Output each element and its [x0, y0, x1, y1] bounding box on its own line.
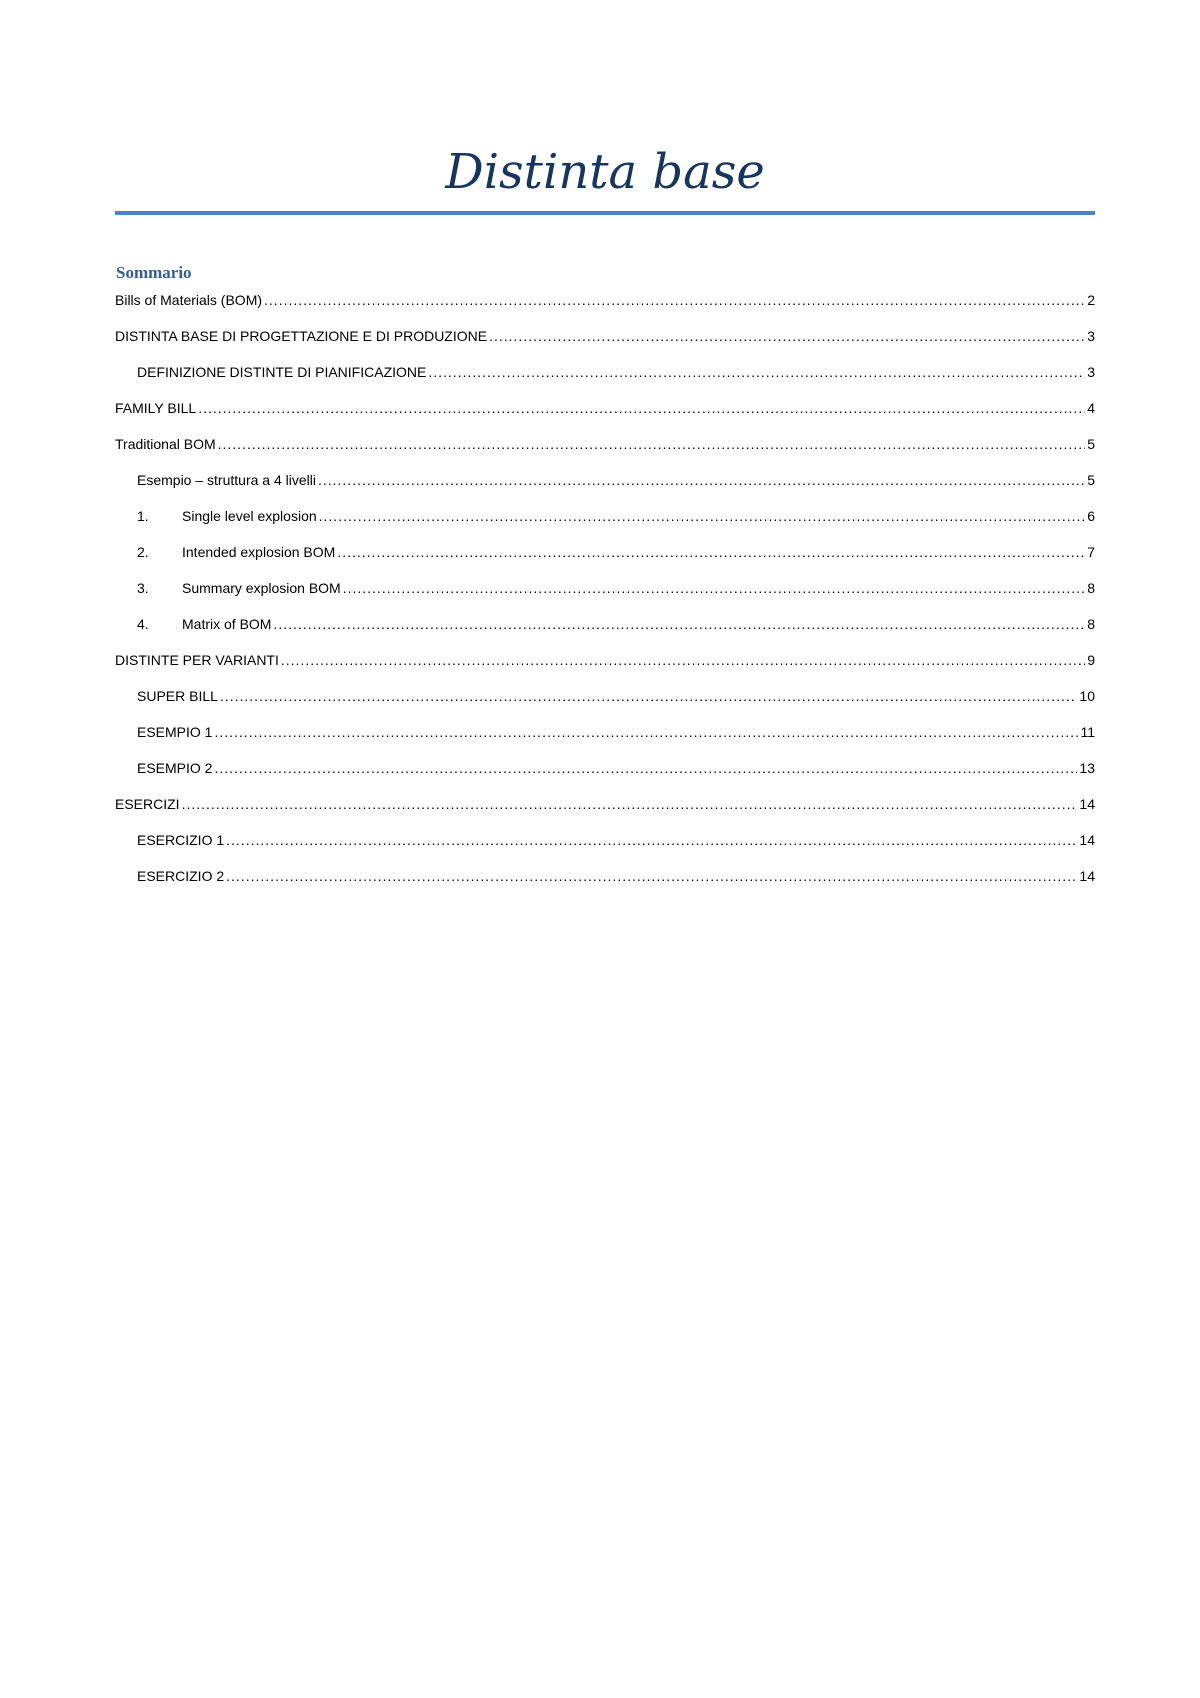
- toc-entry-label: DEFINIZIONE DISTINTE DI PIANIFICAZIONE: [137, 364, 427, 380]
- toc-dot-leader: [264, 289, 1085, 311]
- toc-entry-page-number: 14: [1079, 868, 1095, 884]
- toc-entry-page-number: 5: [1087, 436, 1095, 452]
- toc-entry-label: Traditional BOM: [115, 436, 216, 452]
- title-underline: [115, 211, 1095, 215]
- toc-entry-page-number: 3: [1087, 328, 1095, 344]
- toc-entry-page-number: 2: [1087, 292, 1095, 308]
- toc-dot-leader: [318, 469, 1085, 491]
- toc-entry-number: 3.: [137, 580, 149, 596]
- toc-entry-label: Bills of Materials (BOM): [115, 292, 263, 308]
- toc-entry-label: FAMILY BILL: [115, 400, 197, 416]
- toc-entry[interactable]: [115, 757, 1095, 793]
- toc-dot-leader: [214, 721, 1078, 743]
- toc-dot-leader: [428, 361, 1085, 383]
- toc-entry-page-number: 7: [1087, 544, 1095, 560]
- toc-entry-label: Summary explosion BOM: [182, 580, 341, 596]
- toc-entry[interactable]: [115, 397, 1095, 433]
- toc-entry[interactable]: [115, 613, 1095, 649]
- toc-entry-page-number: 13: [1079, 760, 1095, 776]
- toc-entry[interactable]: [115, 865, 1095, 901]
- toc-entry[interactable]: [115, 685, 1095, 721]
- toc-entry[interactable]: [115, 325, 1095, 361]
- toc-dot-leader: [343, 577, 1085, 599]
- toc-dot-leader: [214, 757, 1077, 779]
- toc-entry[interactable]: [115, 793, 1095, 829]
- toc-dot-leader: [319, 505, 1086, 527]
- toc-dot-leader: [337, 541, 1085, 563]
- toc-entry-label: ESERCIZI: [115, 796, 180, 812]
- toc-entry-label: Single level explosion: [182, 508, 317, 524]
- toc-dot-leader: [226, 829, 1077, 851]
- toc-entry-page-number: 9: [1087, 652, 1095, 668]
- toc-entry-page-number: 8: [1087, 580, 1095, 596]
- toc-entry-page-number: 8: [1087, 616, 1095, 632]
- toc-entry[interactable]: [115, 829, 1095, 865]
- toc-entry-page-number: 3: [1087, 364, 1095, 380]
- toc-entry-page-number: 4: [1087, 400, 1095, 416]
- toc-entry[interactable]: [115, 469, 1095, 505]
- toc-dot-leader: [281, 649, 1085, 671]
- toc-entry[interactable]: [115, 649, 1095, 685]
- toc-entry-label: ESERCIZIO 2: [137, 868, 225, 884]
- toc-entry[interactable]: [115, 577, 1095, 613]
- toc-entry-page-number: 11: [1080, 724, 1095, 740]
- table-of-contents: [115, 289, 1095, 901]
- toc-entry[interactable]: [115, 289, 1095, 325]
- toc-entry-number: 1.: [137, 508, 149, 524]
- toc-entry-label: DISTINTA BASE DI PROGETTAZIONE E DI PRODUZIONE: [115, 328, 488, 344]
- toc-dot-leader: [218, 433, 1086, 455]
- toc-entry[interactable]: [115, 361, 1095, 397]
- toc-entry-number: 4.: [137, 616, 149, 632]
- toc-entry-page-number: 14: [1079, 832, 1095, 848]
- toc-entry-page-number: 10: [1079, 688, 1095, 704]
- toc-entry-label: Matrix of BOM: [182, 616, 272, 632]
- toc-entry-label: ESEMPIO 2: [137, 760, 213, 776]
- toc-entry-number: 2.: [137, 544, 149, 560]
- toc-entry-label: Intended explosion BOM: [182, 544, 336, 560]
- toc-entry-label: DISTINTE PER VARIANTI: [115, 652, 279, 668]
- toc-entry[interactable]: [115, 721, 1095, 757]
- toc-dot-leader: [489, 325, 1085, 347]
- toc-entry[interactable]: [115, 541, 1095, 577]
- toc-entry-page-number: 14: [1079, 796, 1095, 812]
- toc-entry[interactable]: [115, 505, 1095, 541]
- toc-dot-leader: [220, 685, 1077, 707]
- toc-dot-leader: [198, 397, 1085, 419]
- document-title: Distinta base: [445, 144, 765, 200]
- toc-entry-label: Esempio – struttura a 4 livelli: [137, 472, 316, 488]
- toc-entry-label: SUPER BILL: [137, 688, 218, 704]
- toc-dot-leader: [226, 865, 1077, 887]
- toc-dot-leader: [182, 793, 1078, 815]
- toc-heading: Sommario: [116, 263, 192, 282]
- toc-entry-page-number: 5: [1087, 472, 1095, 488]
- toc-entry-label: ESEMPIO 1: [137, 724, 213, 740]
- toc-dot-leader: [273, 613, 1085, 635]
- toc-entry[interactable]: [115, 433, 1095, 469]
- toc-entry-label: ESERCIZIO 1: [137, 832, 225, 848]
- toc-entry-page-number: 6: [1087, 508, 1095, 524]
